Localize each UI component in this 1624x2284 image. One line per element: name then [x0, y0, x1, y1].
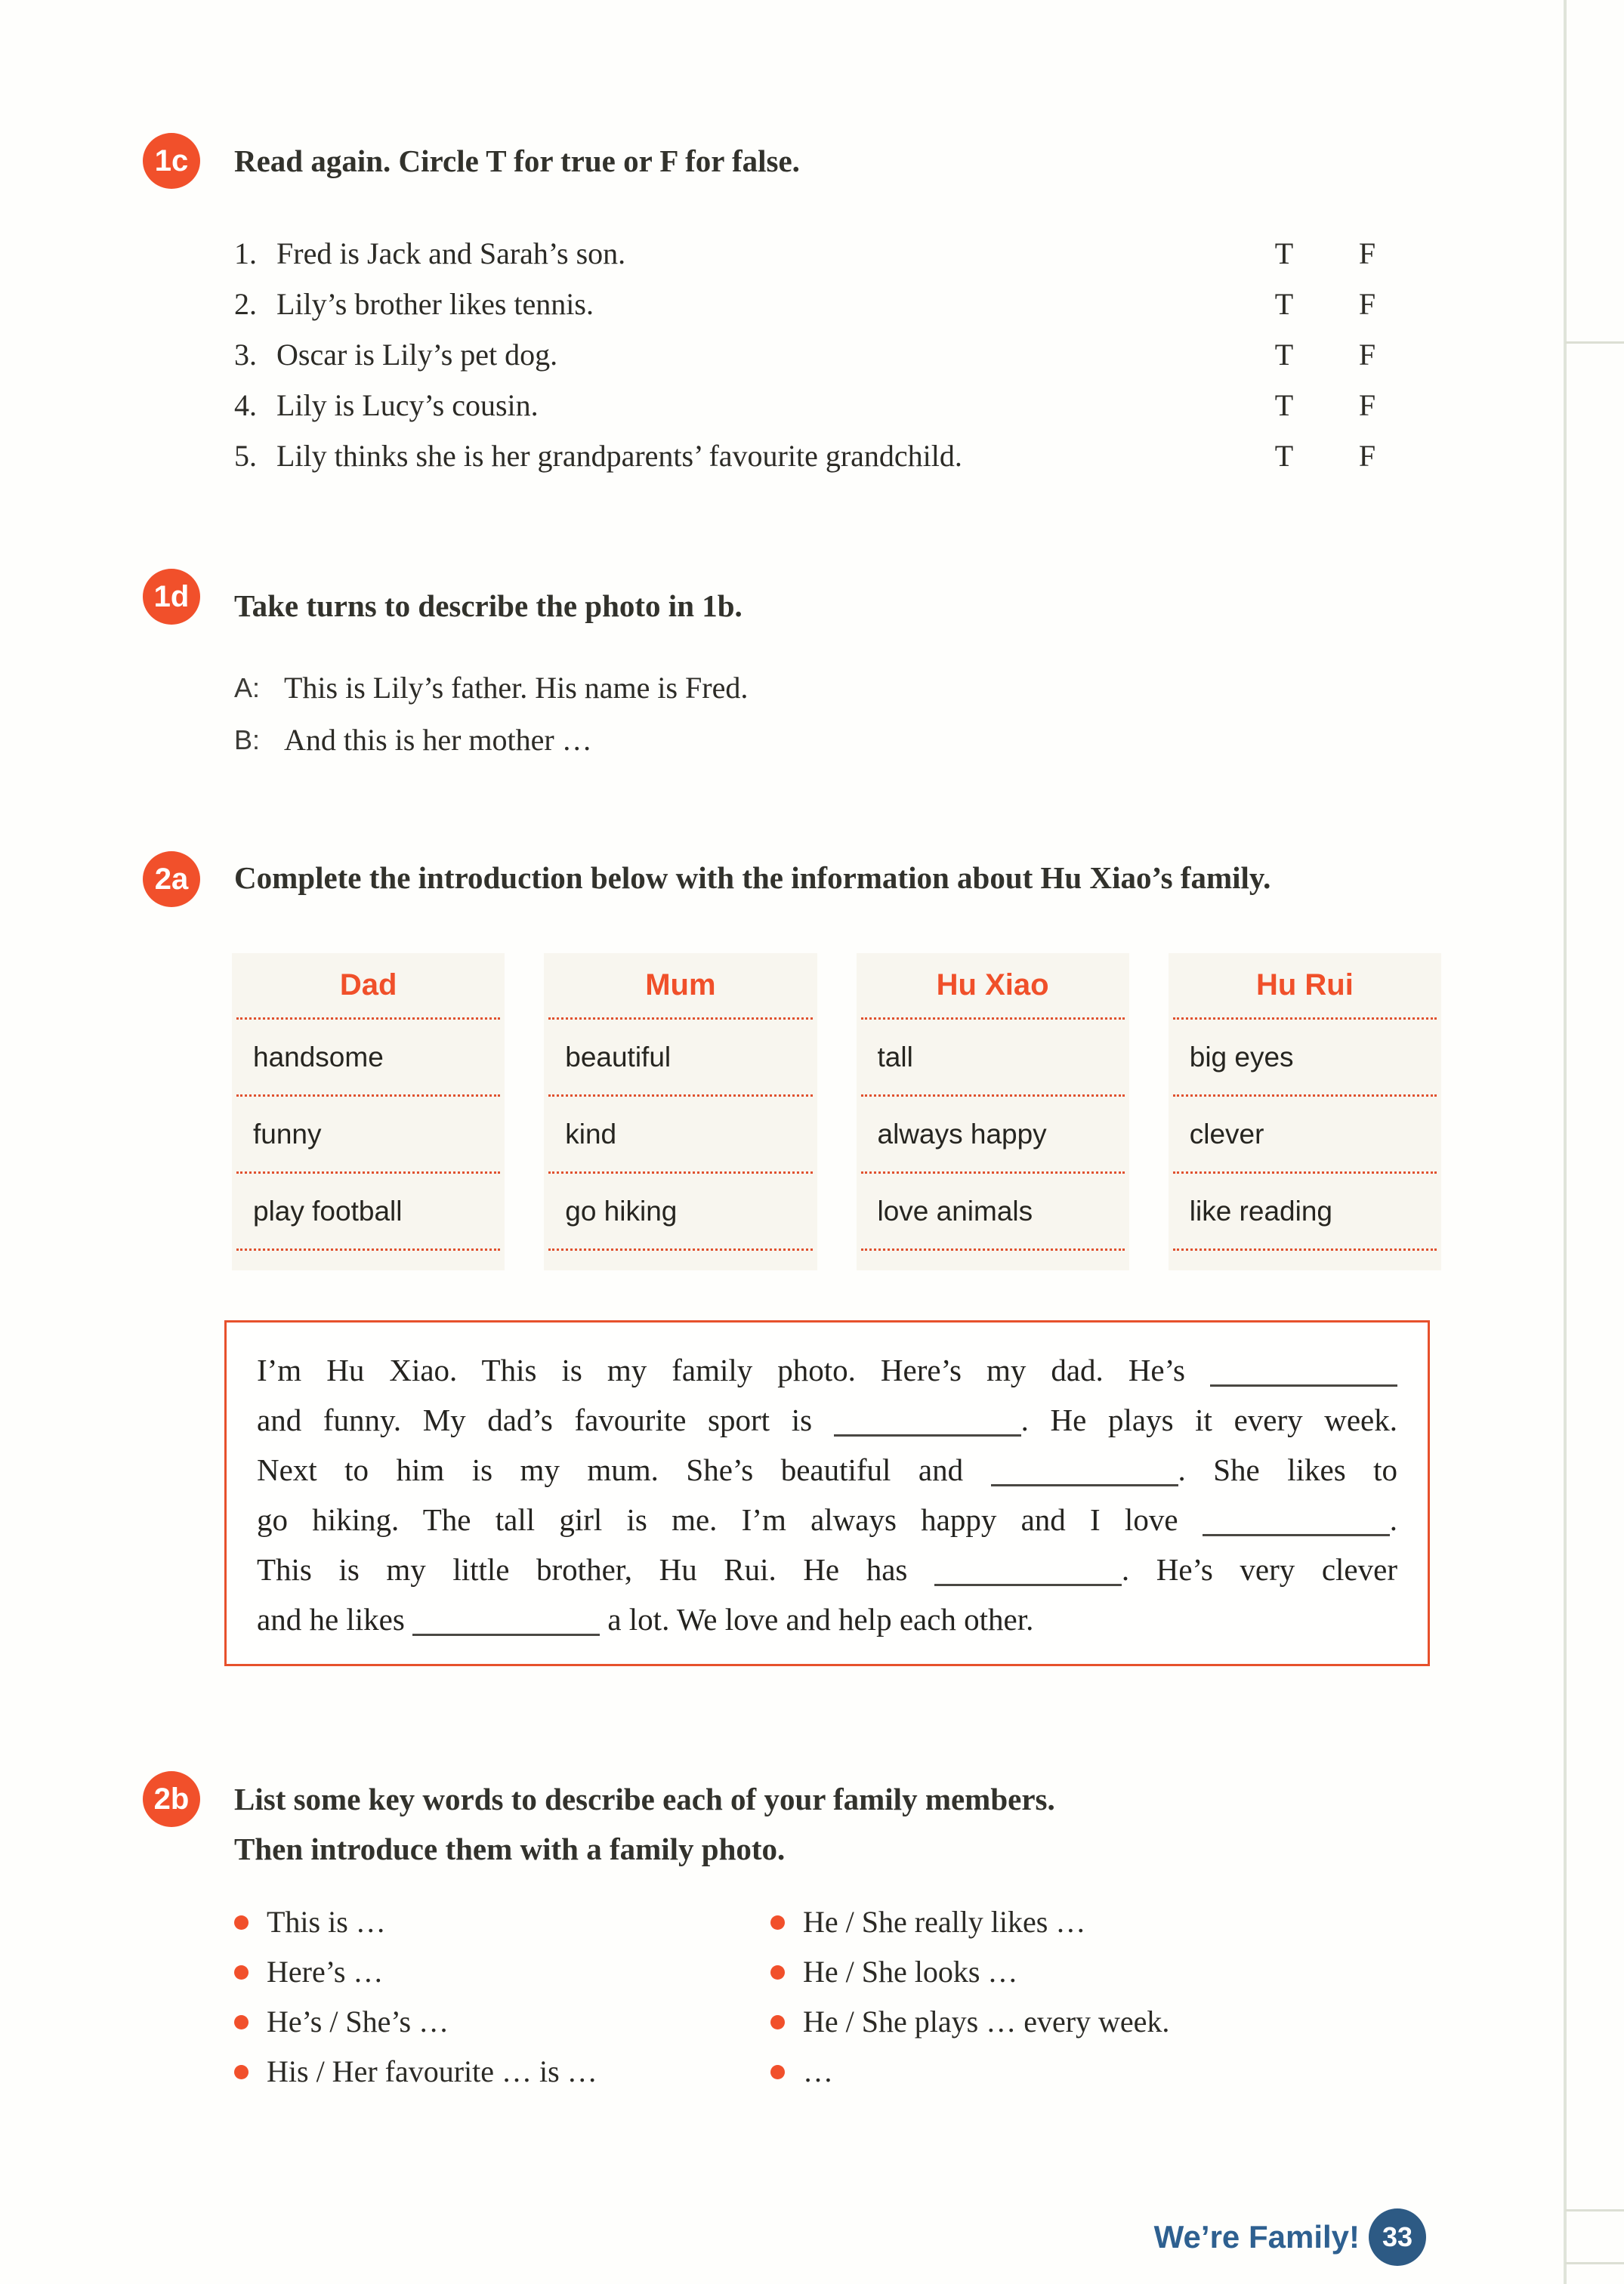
item-text: Fred is Jack and Sarah’s son.: [276, 236, 626, 270]
bullet-dot-icon: [770, 1915, 785, 1930]
section-title-2b-line1: List some key words to describe each of your family members.: [234, 1782, 1055, 1816]
word-card-title: Dad: [236, 953, 500, 1020]
fill-blank[interactable]: [834, 1434, 1021, 1437]
bullet-dot-icon: [234, 1965, 249, 1980]
bullet-text: This is …: [267, 1905, 386, 1939]
bullet-dot-icon: [234, 2015, 249, 2029]
word-card-entry: tall: [861, 1020, 1125, 1097]
false-option[interactable]: F: [1358, 438, 1376, 473]
word-card-entry: always happy: [861, 1097, 1125, 1174]
bullet-dot-icon: [234, 1915, 249, 1930]
scan-line-horizontal: [1565, 2209, 1624, 2211]
fill-blank[interactable]: [1203, 1534, 1390, 1536]
paragraph-line: and funny. My dad’s favourite sport is . He plays it every week.: [257, 1403, 1397, 1437]
word-card-entry: handsome: [236, 1020, 500, 1097]
tf-item-row: [234, 228, 1417, 279]
fill-blank[interactable]: [934, 1584, 1122, 1586]
bullet-dot-icon: [234, 2065, 249, 2079]
bullet-item: [770, 2047, 1428, 2097]
tf-item-row: [234, 380, 1417, 431]
section-badge-2b: 2b: [143, 1771, 200, 1827]
speaker-label: B:: [234, 724, 261, 755]
word-card-entry: funny: [236, 1097, 500, 1174]
scan-line-horizontal: [1565, 341, 1624, 344]
word-card-entry: like reading: [1173, 1174, 1437, 1251]
false-option[interactable]: F: [1358, 236, 1376, 270]
tf-item-list: [234, 228, 1417, 481]
bullet-dot-icon: [770, 2065, 785, 2079]
scan-line-horizontal: [1565, 2262, 1624, 2264]
item-text: Lily thinks she is her grandparents’ favourite grandchild.: [276, 438, 962, 473]
section-title-2b-line2: Then introduce them with a family photo.: [234, 1832, 786, 1866]
word-card-entry: beautiful: [548, 1020, 812, 1097]
bullet-columns: [234, 1897, 1428, 2097]
dialogue-text: And this is her mother …: [284, 722, 592, 757]
item-number: 4.: [234, 387, 257, 422]
true-option[interactable]: T: [1274, 337, 1294, 372]
paragraph-line: and he likes a lot. We love and help each other.: [257, 1602, 1034, 1637]
section-badge-1c: 1c: [143, 133, 200, 189]
bullet-text: His / Her favourite … is …: [267, 2054, 597, 2088]
section-title-2a: Complete the introduction below with the information about Hu Xiao’s family.: [234, 860, 1271, 895]
bullet-item: [234, 1947, 770, 1997]
dialogue-row: [234, 714, 1292, 766]
paragraph-line: I’m Hu Xiao. This is my family photo. Here’s my dad. He’s: [257, 1345, 1397, 1395]
bullet-item: [234, 1997, 770, 2047]
bullet-column-right: [770, 1897, 1428, 2097]
tf-item-row: [234, 329, 1417, 380]
section-title-1d: Take turns to describe the photo in 1b.: [234, 588, 743, 623]
bullet-item: [234, 1897, 770, 1947]
bullet-item: [770, 1897, 1428, 1947]
bullet-text: He / She plays … every week.: [803, 2005, 1170, 2039]
section-title-1c: Read again. Circle T for true or F for false.: [234, 144, 800, 178]
fill-blank[interactable]: [991, 1484, 1178, 1486]
true-option[interactable]: T: [1274, 387, 1294, 422]
item-number: 2.: [234, 286, 257, 321]
tf-item-row: [234, 431, 1417, 481]
fill-blank[interactable]: [1210, 1384, 1397, 1387]
word-card-entry: clever: [1173, 1097, 1437, 1174]
word-card-title: Hu Xiao: [861, 953, 1125, 1020]
word-card-title: Hu Rui: [1173, 953, 1437, 1020]
bullet-dot-icon: [770, 2015, 785, 2029]
bullet-item: [770, 1947, 1428, 1997]
section-badge-1d: 1d: [143, 569, 200, 625]
word-card: [857, 953, 1129, 1270]
bullet-text: …: [803, 2054, 833, 2088]
dialogue-row: [234, 662, 1292, 714]
fill-blank[interactable]: [412, 1634, 600, 1636]
item-text: Lily is Lucy’s cousin.: [276, 387, 539, 422]
false-option[interactable]: F: [1358, 387, 1376, 422]
bullet-text: Here’s …: [267, 1955, 384, 1989]
word-card: [1169, 953, 1441, 1270]
word-card-title: Mum: [548, 953, 812, 1020]
speaker-label: A:: [234, 671, 261, 703]
item-text: Lily’s brother likes tennis.: [276, 286, 594, 321]
dialogue-list: [234, 662, 1292, 766]
bullet-item: [770, 1997, 1428, 2047]
true-option[interactable]: T: [1274, 236, 1294, 270]
word-card-entry: love animals: [861, 1174, 1125, 1251]
word-card-entry: kind: [548, 1097, 812, 1174]
true-option[interactable]: T: [1274, 286, 1294, 321]
paragraph-line: This is my little brother, Hu Rui. He has . He’s very clever: [257, 1552, 1397, 1587]
page-number-badge: 33: [1369, 2208, 1426, 2266]
section-badge-2a: 2a: [143, 851, 200, 907]
true-option[interactable]: T: [1274, 438, 1294, 473]
bullet-text: He / She really likes …: [803, 1905, 1086, 1939]
footer-unit-title: We’re Family!: [1153, 2219, 1360, 2255]
paragraph-line: go hiking. The tall girl is me. I’m always happy and I love .: [257, 1502, 1397, 1537]
dialogue-text: This is Lily’s father. His name is Fred.: [284, 670, 749, 705]
word-card: [544, 953, 817, 1270]
intro-paragraph-box: [224, 1320, 1430, 1666]
false-option[interactable]: F: [1358, 286, 1376, 321]
word-card-entry: play football: [236, 1174, 500, 1251]
bullet-item: [234, 2047, 770, 2097]
bullet-dot-icon: [770, 1965, 785, 1980]
bullet-column-left: [234, 1897, 770, 2097]
word-cards: [232, 953, 1441, 1270]
word-card-entry: go hiking: [548, 1174, 812, 1251]
item-number: 3.: [234, 337, 257, 372]
item-number: 5.: [234, 438, 257, 473]
bullet-text: He / She looks …: [803, 1955, 1018, 1989]
word-card-entry: big eyes: [1173, 1020, 1437, 1097]
bullet-text: He’s / She’s …: [267, 2005, 449, 2039]
false-option[interactable]: F: [1358, 337, 1376, 372]
paragraph-line: Next to him is my mum. She’s beautiful and . She likes to: [257, 1452, 1397, 1487]
item-number: 1.: [234, 236, 257, 270]
item-text: Oscar is Lily’s pet dog.: [276, 337, 558, 372]
tf-item-row: [234, 279, 1417, 329]
word-card: [232, 953, 505, 1270]
